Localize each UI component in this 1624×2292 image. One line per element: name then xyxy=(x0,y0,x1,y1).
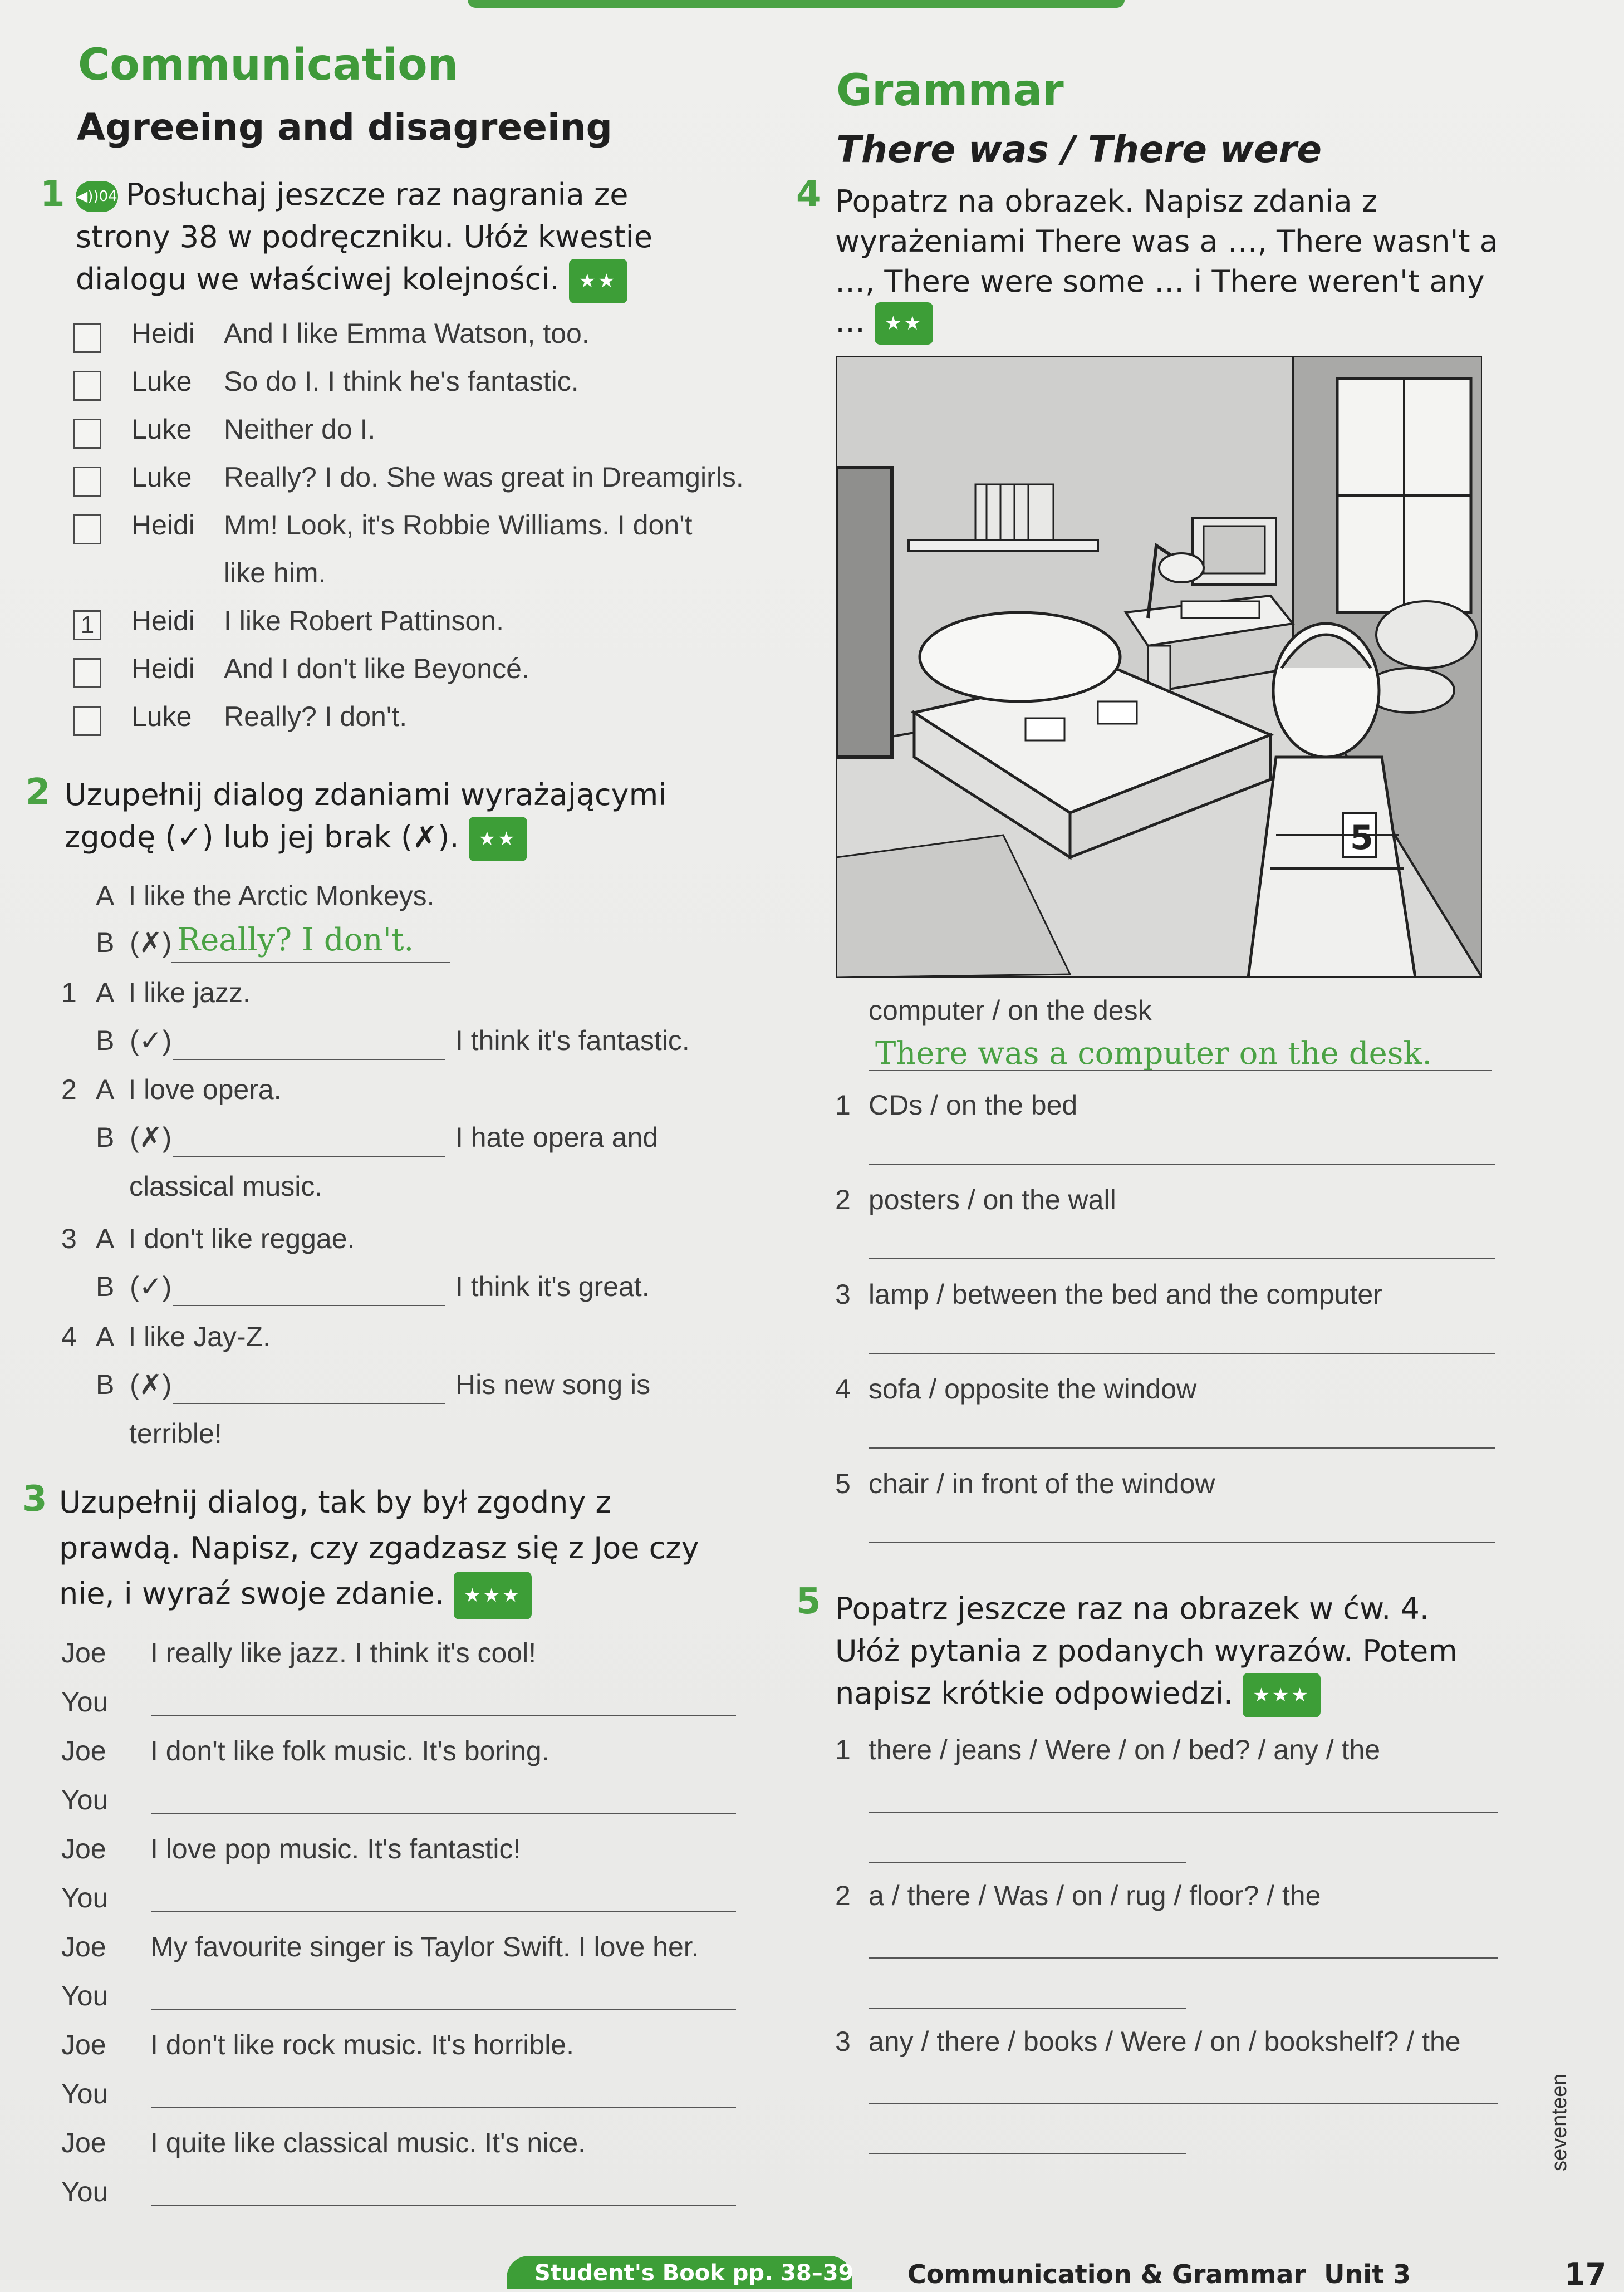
short-answer-blank[interactable] xyxy=(869,2153,1186,2154)
dialogue-line: And I don't like Beyoncé. xyxy=(224,653,529,684)
section-title-grammar: Grammar xyxy=(836,66,1064,116)
line-b-continuation: I think it's fantastic. xyxy=(455,1025,690,1056)
speaker-joe: Joe xyxy=(61,1931,106,1962)
joe-line: My favourite singer is Taylor Swift. I love her. xyxy=(150,1931,699,1962)
speaker-joe: Joe xyxy=(61,2029,106,2060)
exercise-5-text: Popatrz jeszcze raz na obrazek w ćw. 4. Ułóż pytania z podanych wyrazów. Potem napisz krótkie odpowiedzi. xyxy=(835,1591,1458,1711)
exercise-3-number: 3 xyxy=(22,1479,47,1520)
answer-blank[interactable] xyxy=(151,1715,736,1716)
answer-blank[interactable] xyxy=(173,1305,445,1306)
order-box[interactable] xyxy=(73,658,101,688)
difficulty-stars: ★★★ xyxy=(1243,1673,1320,1717)
line-b-wrap: classical music. xyxy=(129,1171,323,1202)
speaker-you: You xyxy=(61,1980,109,2011)
speaker-name: Heidi xyxy=(131,509,195,541)
exercise-2-text: Uzupełnij dialog zdaniami wyrażającymi zgodę (✓) lub jej brak (✗). xyxy=(65,777,667,855)
line-b-wrap: terrible! xyxy=(129,1418,222,1449)
audio-icon[interactable]: ◀))04 xyxy=(76,181,118,212)
line-b: B (✗) xyxy=(96,1122,172,1153)
order-box[interactable] xyxy=(73,419,101,449)
item-number: 5 xyxy=(835,1468,851,1499)
question-blank[interactable] xyxy=(869,1812,1498,1813)
page-number: 17 xyxy=(1564,2257,1607,2292)
question-blank[interactable] xyxy=(869,2103,1498,2104)
dialogue-line: So do I. I think he's fantastic. xyxy=(224,366,579,397)
audio-track-number: 04 xyxy=(99,188,117,205)
speaker-you: You xyxy=(61,2078,109,2109)
item-number: 4 xyxy=(835,1373,851,1405)
item-number: 1 xyxy=(835,1089,851,1121)
svg-text:5: 5 xyxy=(1350,818,1373,857)
speaker-joe: Joe xyxy=(61,1833,106,1864)
speaker-you: You xyxy=(61,1686,109,1717)
item-number: 4 xyxy=(61,1321,77,1352)
exercise-1-number: 1 xyxy=(40,174,65,215)
answer-blank[interactable] xyxy=(869,1353,1495,1354)
dialogue-line: Really? I don't. xyxy=(224,701,408,732)
order-box[interactable] xyxy=(73,706,101,736)
item-number: 3 xyxy=(835,2026,851,2057)
speaker-name: Heidi xyxy=(131,605,195,636)
joe-line: I really like jazz. I think it's cool! xyxy=(150,1637,537,1668)
exercise-4-example-prompt: computer / on the desk xyxy=(869,995,1152,1026)
exercise-3-instruction xyxy=(59,1480,716,1619)
order-box[interactable]: 1 xyxy=(73,610,101,640)
order-box[interactable] xyxy=(73,323,101,353)
speaker-you: You xyxy=(61,2176,109,2207)
exercise-1-instruction xyxy=(76,174,722,303)
short-answer-blank[interactable] xyxy=(869,1862,1186,1863)
line-b-continuation: His new song is xyxy=(455,1369,651,1400)
line-b: B (✓) xyxy=(96,1025,172,1056)
order-box[interactable] xyxy=(73,467,101,497)
prompt-text: sofa / opposite the window xyxy=(869,1373,1197,1405)
answer-blank[interactable] xyxy=(173,1156,445,1157)
line-b: B (✗) xyxy=(96,1369,172,1400)
speaker-you: You xyxy=(61,1882,109,1913)
line-a: A I like Jay-Z. xyxy=(96,1321,271,1352)
example-line-a: A I like the Arctic Monkeys. xyxy=(96,880,435,911)
section-title-communication: Communication xyxy=(78,40,459,90)
joe-line: I don't like rock music. It's horrible. xyxy=(150,2029,575,2060)
order-box[interactable] xyxy=(73,371,101,401)
speaker-name: Luke xyxy=(131,414,192,445)
item-number: 1 xyxy=(835,1734,851,1765)
question-blank[interactable] xyxy=(869,1957,1498,1959)
footer-unit-text: Communication & Grammar Unit 3 xyxy=(907,2259,1411,2289)
speaker-name: Heidi xyxy=(131,653,195,684)
answer-blank[interactable] xyxy=(151,2107,736,2108)
line-b-continuation: I think it's great. xyxy=(455,1271,650,1302)
dialogue-line: Really? I do. She was great in Dreamgirls. xyxy=(224,462,744,493)
item-number: 2 xyxy=(835,1880,851,1911)
example-line-b: B (✗) xyxy=(96,927,172,958)
speaker-joe: Joe xyxy=(61,1637,106,1668)
answer-blank[interactable] xyxy=(173,1403,445,1404)
prompt-text: CDs / on the bed xyxy=(869,1089,1078,1121)
page-word: seventeen xyxy=(1548,2073,1571,2171)
dialogue-line: I like Robert Pattinson. xyxy=(224,605,504,636)
exercise-4-number: 4 xyxy=(796,174,821,215)
speaker-joe: Joe xyxy=(61,1735,106,1766)
exercise-2-instruction xyxy=(65,774,744,861)
answer-blank[interactable] xyxy=(151,1911,736,1912)
bedroom-illustration xyxy=(836,356,1482,978)
difficulty-stars: ★★★ xyxy=(454,1572,531,1619)
item-number: 2 xyxy=(835,1184,851,1215)
speaker-you: You xyxy=(61,1784,109,1815)
exercise-4-instruction xyxy=(835,181,1503,345)
short-answer-blank[interactable] xyxy=(869,2008,1186,2009)
footer-tab-text: Student's Book pp. 38–39 xyxy=(534,2260,854,2286)
item-number: 3 xyxy=(61,1223,77,1254)
exercise-4-example-answer: There was a computer on the desk. xyxy=(875,1035,1432,1072)
line-b-continuation: I hate opera and xyxy=(455,1122,659,1153)
speaker-joe: Joe xyxy=(61,2127,106,2158)
answer-blank[interactable] xyxy=(869,1447,1495,1449)
answer-blank[interactable] xyxy=(151,2009,736,2010)
answer-blank[interactable] xyxy=(173,1059,445,1060)
word-prompt: a / there / Was / on / rug / floor? / the xyxy=(869,1880,1321,1911)
line-a: A I don't like reggae. xyxy=(96,1223,355,1254)
joe-line: I quite like classical music. It's nice. xyxy=(150,2127,586,2158)
prompt-text: posters / on the wall xyxy=(869,1184,1116,1215)
speaker-name: Luke xyxy=(131,462,192,493)
dialogue-line: like him. xyxy=(224,557,326,588)
exercise-5-number: 5 xyxy=(796,1581,821,1622)
exercise-4-example-line xyxy=(869,1070,1492,1071)
line-a: A I like jazz. xyxy=(96,977,251,1008)
exercise-1-text: Posłuchaj jeszcze raz nagrania ze strony 38 w podręczniku. Ułóż kwestie dialogu we właściwej kolejności. xyxy=(76,177,652,297)
dialogue-line: Mm! Look, it's Robbie Williams. I don't xyxy=(224,509,693,541)
subtitle-there-was: There was / There were xyxy=(836,128,1322,171)
example-answer: Really? I don't. xyxy=(177,922,414,958)
exercise-3-text: Uzupełnij dialog, tak by był zgodny z prawdą. Napisz, czy zgadzasz się z Joe czy nie, i wyraź swoje zdanie. xyxy=(59,1485,699,1611)
difficulty-stars: ★★ xyxy=(569,259,627,303)
speaker-name: Luke xyxy=(131,366,192,397)
difficulty-stars: ★★ xyxy=(469,817,527,861)
line-b: B (✓) xyxy=(96,1271,172,1302)
order-box[interactable] xyxy=(73,514,101,544)
line-a: A I love opera. xyxy=(96,1074,282,1105)
prompt-text: chair / in front of the window xyxy=(869,1468,1215,1499)
exercise-4-text: Popatrz na obrazek. Napisz zdania z wyrażeniami There was a …, There wasn't a …, There were some … i There weren't any … xyxy=(835,184,1498,339)
dialogue-line: And I like Emma Watson, too. xyxy=(224,318,590,349)
difficulty-stars: ★★ xyxy=(875,302,933,345)
item-number: 2 xyxy=(61,1074,77,1105)
example-answer-line xyxy=(171,962,450,963)
subtitle-agreeing: Agreeing and disagreeing xyxy=(77,106,612,149)
item-number: 3 xyxy=(835,1279,851,1310)
bedroom-drawing xyxy=(836,356,1482,978)
item-number: 1 xyxy=(61,977,77,1008)
speaker-name: Heidi xyxy=(131,318,195,349)
joe-line: I love pop music. It's fantastic! xyxy=(150,1833,521,1864)
answer-blank[interactable] xyxy=(151,2205,736,2206)
answer-blank[interactable] xyxy=(869,1542,1495,1543)
word-prompt: there / jeans / Were / on / bed? / any / the xyxy=(869,1734,1381,1765)
top-band xyxy=(468,0,1125,8)
joe-line: I don't like folk music. It's boring. xyxy=(150,1735,549,1766)
answer-blank[interactable] xyxy=(869,1258,1495,1259)
exercise-2-number: 2 xyxy=(26,772,51,813)
speaker-name: Luke xyxy=(131,701,192,732)
prompt-text: lamp / between the bed and the computer xyxy=(869,1279,1382,1310)
answer-blank[interactable] xyxy=(151,1813,736,1814)
answer-blank[interactable] xyxy=(869,1164,1495,1165)
exercise-5-instruction xyxy=(835,1588,1492,1717)
dialogue-line: Neither do I. xyxy=(224,414,376,445)
word-prompt: any / there / books / Were / on / bookshelf? / the xyxy=(869,2026,1461,2057)
